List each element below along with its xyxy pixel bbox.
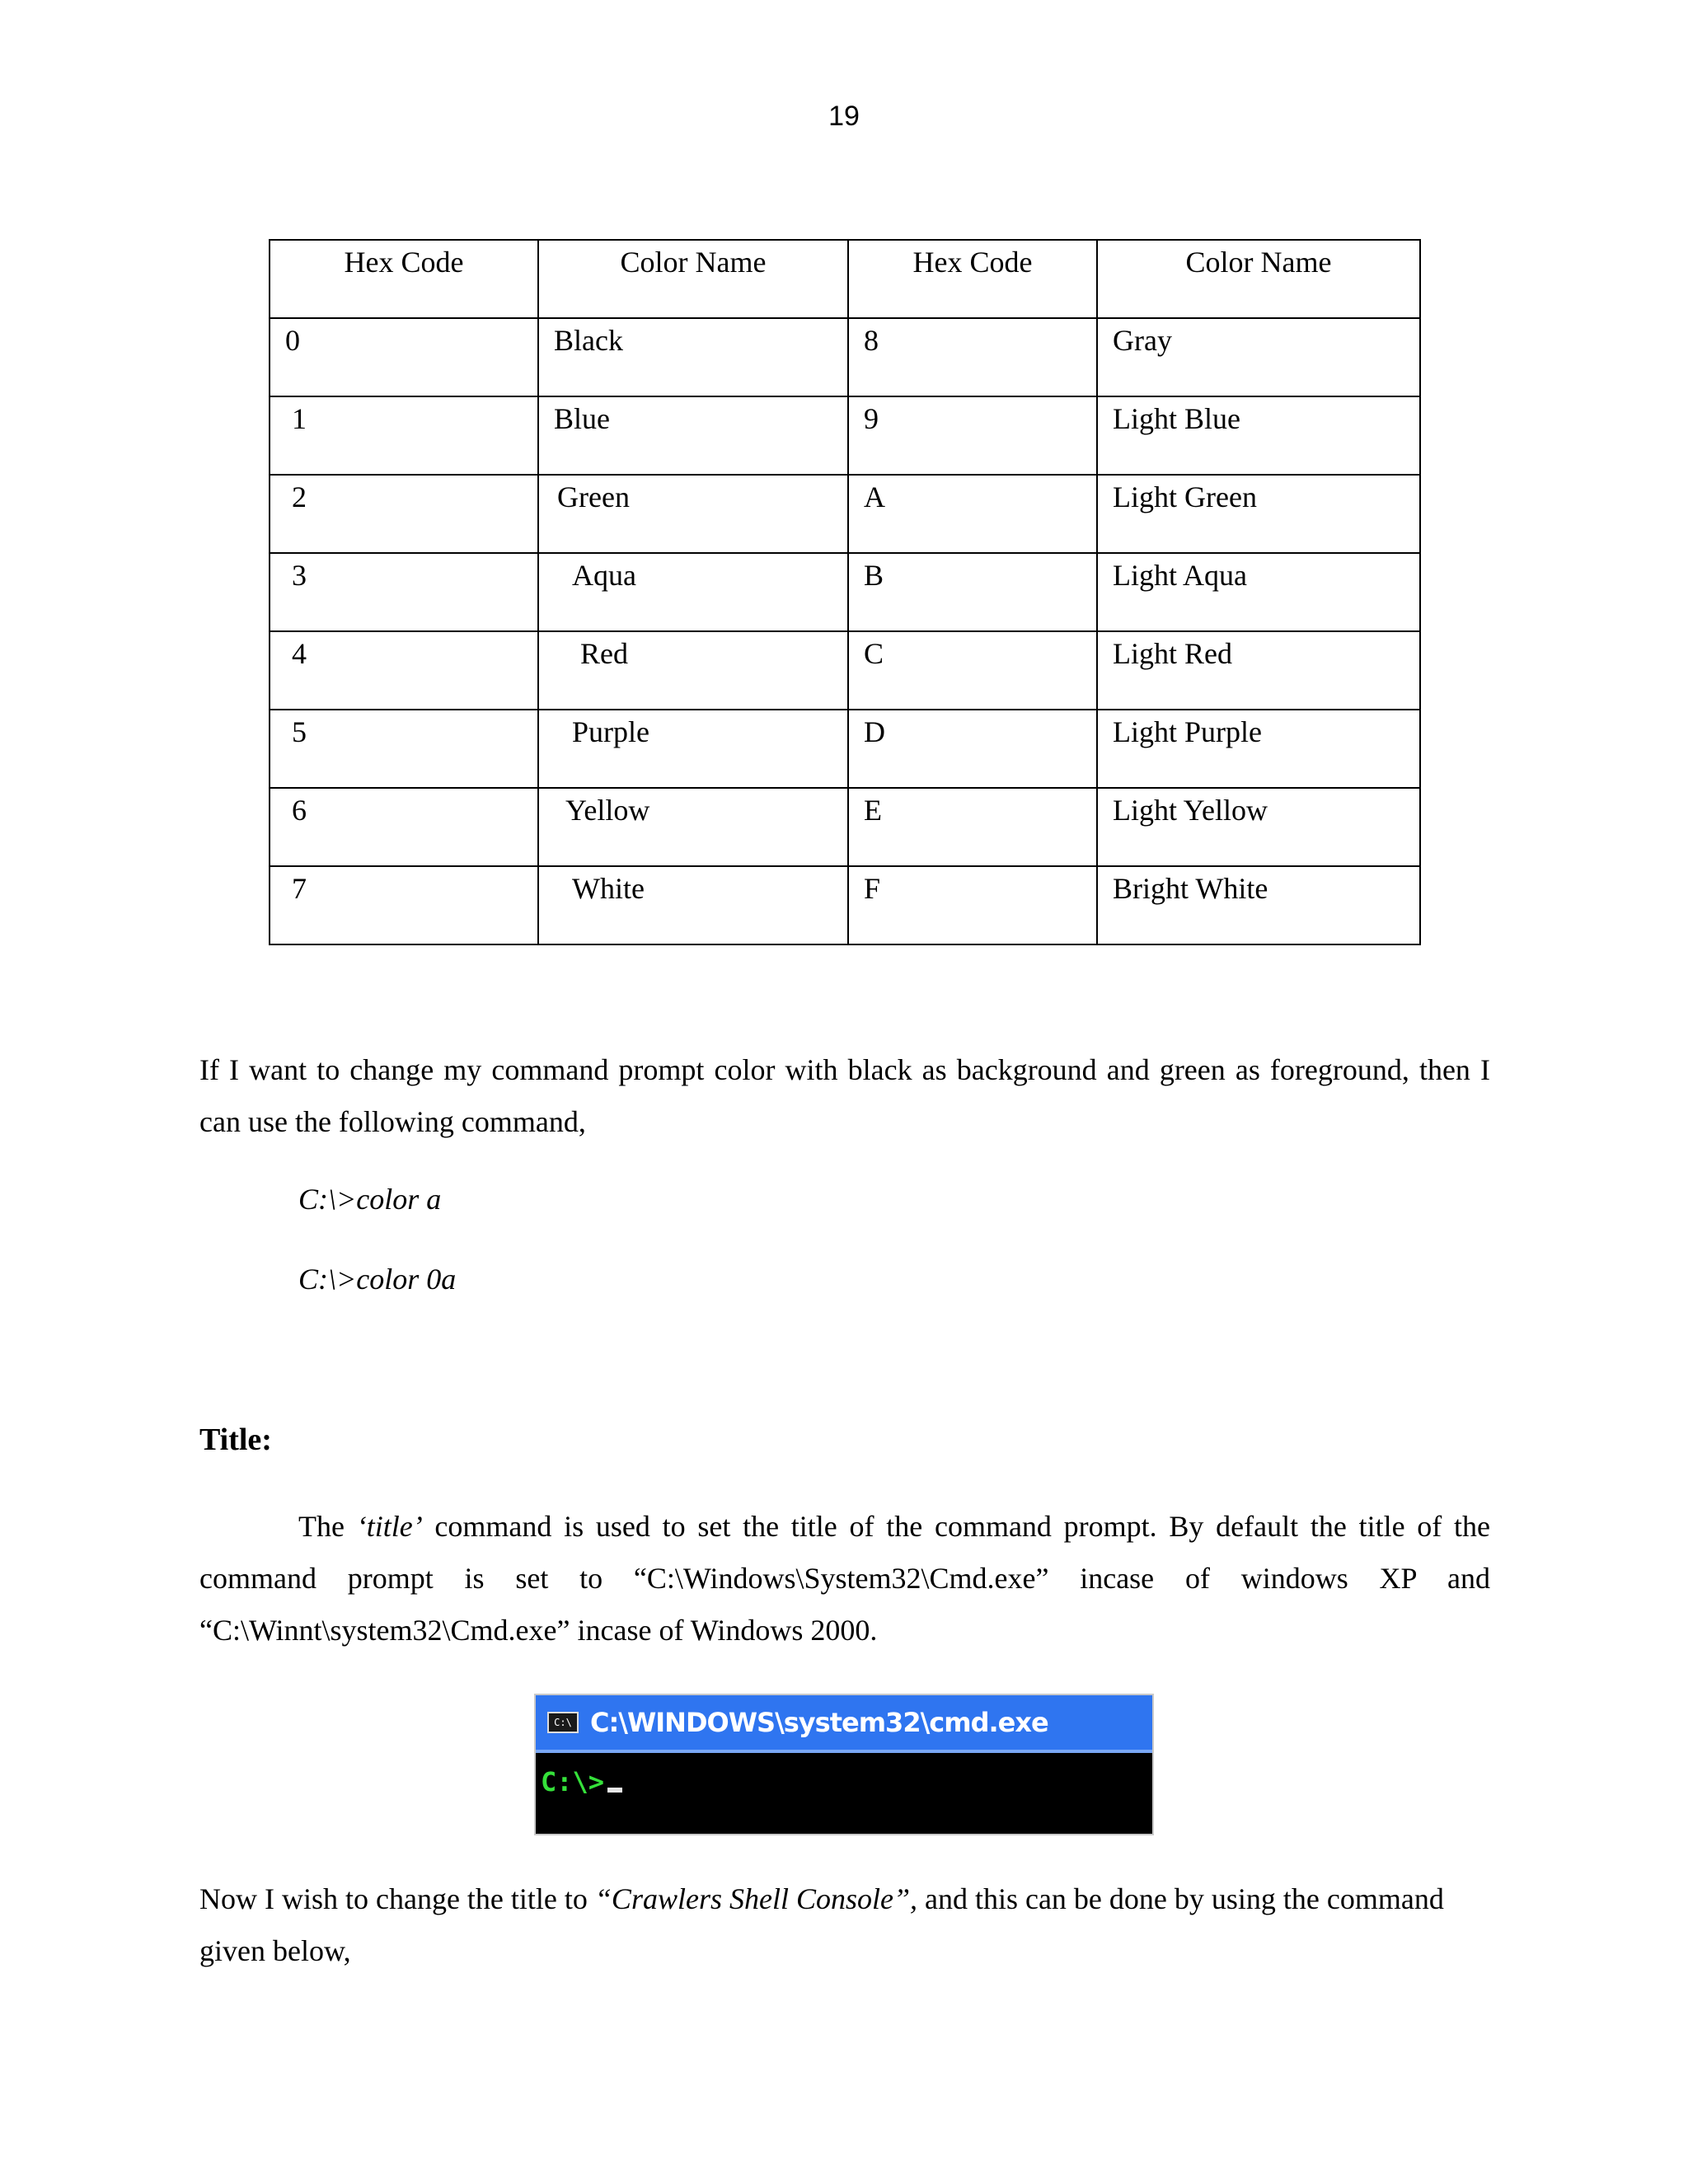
hex-code-cell: F: [848, 866, 1097, 944]
cmd-prompt: C:\>: [541, 1766, 605, 1797]
hex-code-cell: 8: [848, 318, 1097, 396]
column-header: Hex Code: [270, 240, 538, 318]
hex-code-cell: E: [848, 788, 1097, 866]
section-title: Title:: [199, 1422, 272, 1457]
hex-code-cell: C: [848, 631, 1097, 710]
hex-code-cell: 9: [848, 396, 1097, 475]
color-code-table: [269, 239, 1421, 945]
hex-code-cell: 1: [270, 396, 538, 475]
title-keyword: ‘title’: [356, 1510, 423, 1543]
hex-code-cell: A: [848, 475, 1097, 553]
table-header-row: [270, 240, 1420, 318]
cmd-titlebar: [536, 1695, 1152, 1753]
column-header: Hex Code: [848, 240, 1097, 318]
color-name-cell: Aqua: [538, 553, 848, 631]
console-icon: C:\: [547, 1712, 579, 1733]
final-paragraph: [199, 1873, 1490, 1977]
color-name-cell: Black: [538, 318, 848, 396]
command-example: C:\>color a: [298, 1183, 442, 1216]
column-header: Color Name: [538, 240, 848, 318]
cmd-window-screenshot: [534, 1694, 1154, 1835]
hex-code-cell: 0: [270, 318, 538, 396]
table-row: [270, 396, 1420, 475]
title-paragraph: [199, 1501, 1490, 1657]
hex-code-cell: 7: [270, 866, 538, 944]
table-row: [270, 710, 1420, 788]
color-name-cell: Purple: [538, 710, 848, 788]
table-row: [270, 788, 1420, 866]
color-name-cell: Gray: [1097, 318, 1420, 396]
command-example: C:\>color 0a: [298, 1263, 457, 1296]
color-name-cell: Yellow: [538, 788, 848, 866]
color-name-cell: Light Purple: [1097, 710, 1420, 788]
hex-code-cell: 2: [270, 475, 538, 553]
color-name-cell: Light Yellow: [1097, 788, 1420, 866]
hex-code-cell: 5: [270, 710, 538, 788]
hex-code-cell: 6: [270, 788, 538, 866]
column-header: Color Name: [1097, 240, 1420, 318]
color-name-cell: Blue: [538, 396, 848, 475]
table-row: [270, 318, 1420, 396]
hex-code-cell: B: [848, 553, 1097, 631]
hex-code-cell: 4: [270, 631, 538, 710]
paragraph-text: and this can be done by using the command given below,: [199, 1882, 1444, 1967]
color-name-cell: Bright White: [1097, 866, 1420, 944]
paragraph-text: command is used to set the title of the command prompt. By default the title of the command prompt is set to “C:\Windows\System32\Cmd.exe” incase of windows XP and “C:\Winnt\system32\Cmd.exe” incase of Windows 2000.: [199, 1510, 1490, 1647]
color-name-cell: White: [538, 866, 848, 944]
hex-code-cell: D: [848, 710, 1097, 788]
cmd-window-title: C:\WINDOWS\system32\cmd.exe: [590, 1707, 1048, 1738]
table-row: [270, 475, 1420, 553]
color-name-cell: Light Red: [1097, 631, 1420, 710]
paragraph-text: The: [298, 1510, 357, 1543]
table-row: [270, 866, 1420, 944]
color-name-cell: Light Aqua: [1097, 553, 1420, 631]
color-name-cell: Red: [538, 631, 848, 710]
color-name-cell: Light Blue: [1097, 396, 1420, 475]
cmd-body: [536, 1753, 1152, 1797]
page-number: 19: [828, 101, 860, 132]
color-name-cell: Light Green: [1097, 475, 1420, 553]
paragraph-text: Now I wish to change the title to: [199, 1882, 595, 1915]
cursor-icon: [607, 1788, 622, 1793]
quoted-title: “Crawlers Shell Console”,: [594, 1882, 917, 1915]
color-example-paragraph: If I want to change my command prompt color with black as background and green as foreground, then I can use the following command,: [199, 1053, 1490, 1138]
table-row: [270, 553, 1420, 631]
color-name-cell: Green: [538, 475, 848, 553]
hex-code-cell: 3: [270, 553, 538, 631]
table-row: [270, 631, 1420, 710]
